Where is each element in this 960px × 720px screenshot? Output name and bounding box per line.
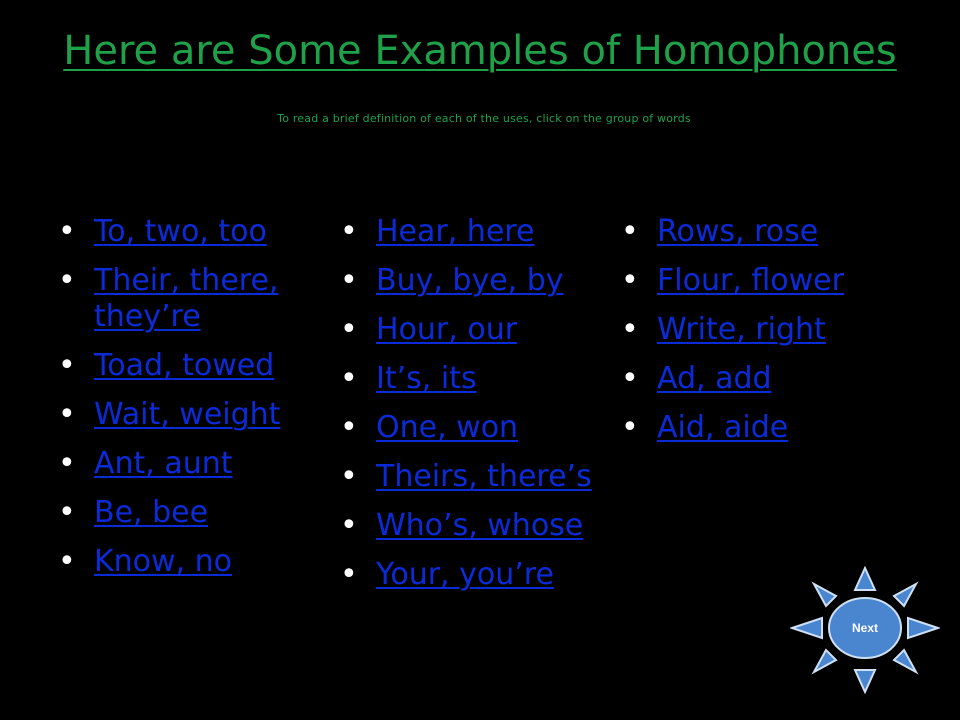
homophone-link[interactable]: Hear, here bbox=[376, 214, 535, 249]
homophone-list-item bbox=[621, 312, 911, 348]
homophone-list-item bbox=[340, 459, 630, 495]
homophone-list-item bbox=[340, 557, 630, 593]
homophone-link[interactable]: Who’s, whose bbox=[376, 508, 584, 543]
homophone-list-item bbox=[340, 312, 630, 348]
homophone-link[interactable]: Buy, bye, by bbox=[376, 263, 564, 298]
homophone-link[interactable]: Know, no bbox=[94, 544, 233, 579]
homophone-list-item bbox=[340, 410, 630, 446]
homophone-list-item bbox=[58, 214, 328, 250]
homophone-list-item bbox=[58, 348, 328, 384]
homophone-link[interactable]: It’s, its bbox=[376, 361, 477, 396]
homophone-list-column-3 bbox=[621, 214, 911, 459]
slide-title-block bbox=[60, 22, 900, 148]
next-button-label: Next bbox=[851, 621, 879, 635]
homophone-link[interactable]: Rows, rose bbox=[657, 214, 819, 249]
homophone-link[interactable]: Write, right bbox=[657, 312, 826, 347]
homophone-list-item bbox=[58, 397, 328, 433]
homophone-link[interactable]: Ant, aunt bbox=[94, 446, 233, 481]
homophone-list-column-1 bbox=[58, 214, 328, 593]
homophone-link[interactable]: Be, bee bbox=[94, 495, 209, 530]
next-button[interactable] bbox=[790, 566, 940, 694]
homophone-link[interactable]: Toad, towed bbox=[94, 348, 275, 383]
homophone-link[interactable]: Ad, add bbox=[657, 361, 772, 396]
homophone-link[interactable]: Their, there, they’re bbox=[94, 263, 279, 334]
homophone-link[interactable]: Aid, aide bbox=[657, 410, 789, 445]
homophone-list-item bbox=[621, 410, 911, 446]
slide-subtitle: To read a brief definition of each of the uses, click on the group of words bbox=[277, 112, 691, 125]
homophone-link[interactable]: Your, you’re bbox=[376, 557, 554, 592]
homophone-list-item bbox=[340, 214, 630, 250]
homophone-list-item bbox=[58, 263, 328, 335]
homophone-list-item bbox=[621, 361, 911, 397]
homophone-link[interactable]: Hour, our bbox=[376, 312, 518, 347]
homophone-list-item bbox=[340, 263, 630, 299]
homophone-link[interactable]: Theirs, there’s bbox=[376, 459, 592, 494]
homophone-list-item bbox=[340, 508, 630, 544]
homophone-link[interactable]: One, won bbox=[376, 410, 519, 445]
homophone-link[interactable]: To, two, too bbox=[94, 214, 267, 249]
homophone-list-item bbox=[58, 495, 328, 531]
homophone-list-item bbox=[340, 361, 630, 397]
homophone-list-item bbox=[621, 263, 911, 299]
homophone-list-column-2 bbox=[340, 214, 630, 606]
homophone-link[interactable]: Flour, flower bbox=[657, 263, 844, 298]
homophone-list-item bbox=[621, 214, 911, 250]
slide-title[interactable]: Here are Some Examples of Homophones bbox=[63, 28, 897, 74]
homophone-link[interactable]: Wait, weight bbox=[94, 397, 281, 432]
homophone-list-item bbox=[58, 544, 328, 580]
homophone-list-item bbox=[58, 446, 328, 482]
